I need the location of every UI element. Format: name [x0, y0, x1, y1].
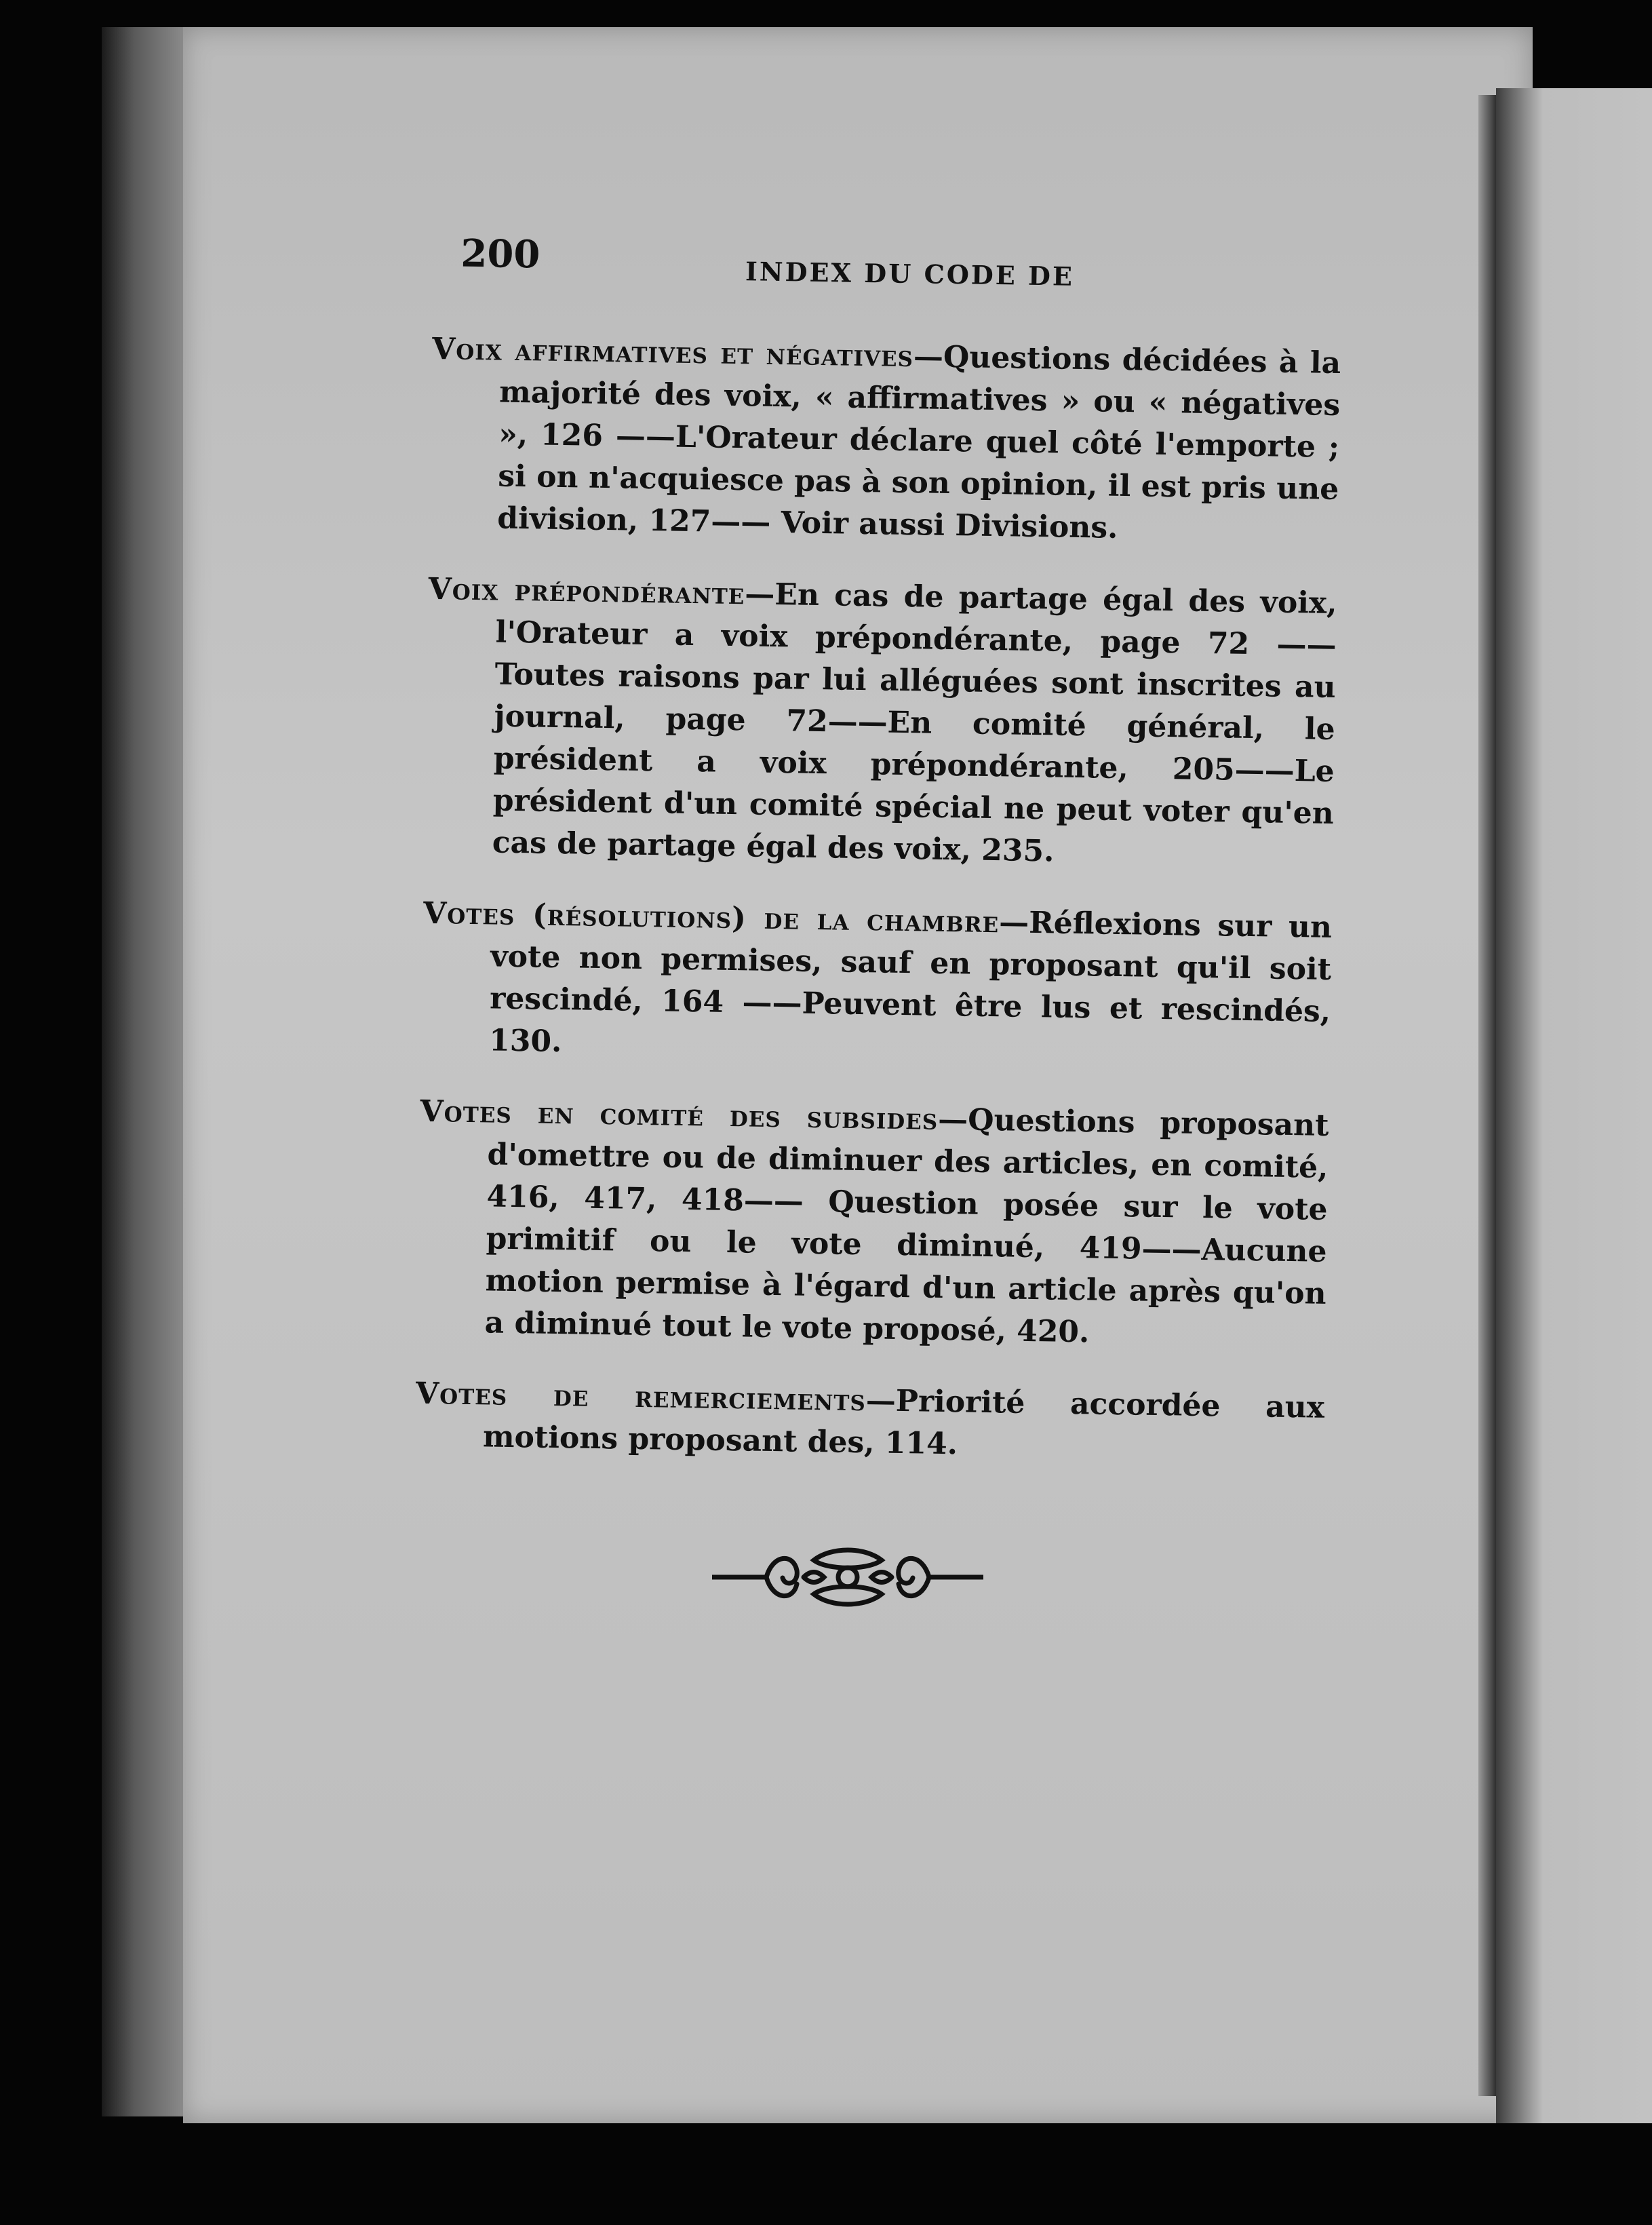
index-entry	[424, 568, 1337, 877]
entry-text: —Priorité accordée aux motions proposant des, 114.	[482, 1383, 1325, 1462]
tailpiece-ornament-icon	[712, 1533, 983, 1621]
entry-text: —Questions proposant d'omettre ou de diminuer des articles, en comité, 416, 417, 418—— Question posée sur le vote primitif ou le vote diminué, 419——Aucune motion permise à l'égard d'un article après qu'on a diminué tout le vote proposé, 420.	[484, 1102, 1329, 1350]
book-left-edge	[102, 27, 183, 2116]
running-head: INDEX DU CODE DE	[745, 256, 1075, 292]
page-gutter	[1478, 95, 1496, 2096]
index-entry	[421, 893, 1333, 1075]
page-content	[414, 231, 1343, 1500]
index-entry	[415, 1373, 1325, 1471]
facing-page-edge	[1496, 88, 1652, 2123]
entry-text: —Réflexions sur un vote non permises, sauf en proposant qu'il soit rescindé, 164 ——Peuvent être lus et rescindés, 130.	[488, 905, 1333, 1060]
index-entry	[416, 1091, 1329, 1357]
entry-text: —En cas de partage égal des voix, l'Orateur a voix prépondérante, page 72 —— Toutes raisons par lui alléguées sont inscrites au journal, page 72——En comité général, le président a voix prépondérante, 205——Le président d'un comité spécial ne peut voter qu'en cas de partage égal des voix, 235.	[492, 577, 1337, 869]
entry-term: Votes (résolutions) de la chambre	[422, 895, 1000, 940]
entry-text: —Questions décidées à la majorité des voix, « affirmatives » ou « négatives », 126 ——L'Orateur déclare quel côté l'emporte ; si on n'acquiesce pas à son opinion, il est pris une division, 127—— Voir aussi Divisions.	[496, 339, 1341, 545]
page-number: 200	[460, 231, 540, 277]
entry-term: Votes en comité des subsides	[420, 1094, 939, 1137]
entry-term: Votes de remerciements	[415, 1376, 867, 1418]
entry-term: Voix prépondérante	[428, 571, 745, 612]
index-entry	[429, 328, 1341, 553]
page-header	[433, 231, 1342, 313]
entry-term: Voix affirmatives et négatives	[431, 331, 914, 374]
